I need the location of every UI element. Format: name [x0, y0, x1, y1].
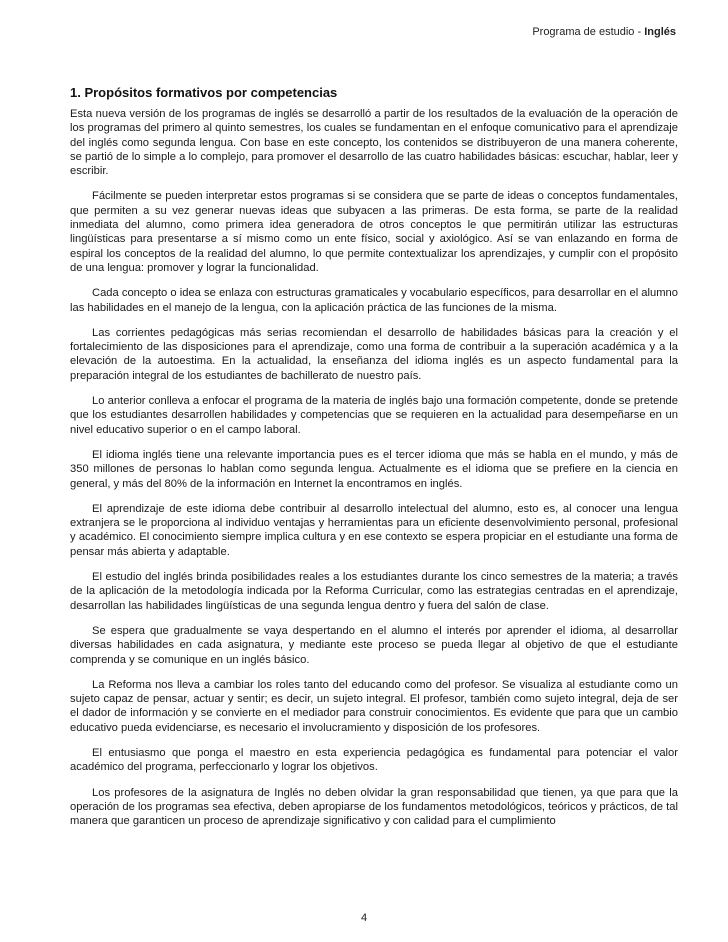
paragraph: El estudio del inglés brinda posibilidades reales a los estudiantes durante los cinco semestres de la materia; a través de la aplicación de la metodología indicada por la Reforma Curricular, como las estrategias centradas en el aprendizaje, desarrollan las habilidades lingüísticas de una segunda lengua dentro y fuera del salón de clase. — [70, 571, 678, 612]
paragraph: Las corrientes pedagógicas más serias recomiendan el desarrollo de habilidades básicas para la creación y el fortalecimiento de las disposiciones para el aprendizaje, como una forma de contribuir a la superación académica y a la elevación de la autoestima. En la actualidad, la enseñanza del idioma inglés es un aspecto fundamental para la preparación integral de los estudiantes de bachillerato de nuestro país. — [70, 326, 678, 382]
header-subject: Inglés — [644, 26, 676, 38]
paragraph: Fácilmente se pueden interpretar estos programas si se considera que se parte de ideas o conceptos fundamentales, que permiten a su vez generar nuevas ideas que subyacen a las primeras. De esta forma, se parte de la realidad inmediata del alumno, como primera idea generadora de otros conceptos le que permitirán utilizar las estructuras lingüísticas para presentarse a sí mismo como un ente físico, social y axiológico. Así se van enlazando en forma de espiral los conceptos de la realidad del alumno, lo que permite contextualizar los aprendizajes, y cumplir con el propósito de una lengua: promover y lograr la funcionalidad. — [70, 190, 678, 274]
page-content — [70, 84, 678, 839]
paragraph: El entusiasmo que ponga el maestro en esta experiencia pedagógica es fundamental para potenciar el valor académico del programa, perfeccionarlo y lograr los objetivos. — [70, 746, 678, 774]
paragraph: Esta nueva versión de los programas de inglés se desarrolló a partir de los resultados de la evaluación de la operación de los programas del primero al quinto semestres, los cuales se fundamentan en el enfoque comunicativo para el aprendizaje del inglés como segunda lengua. Con base en este concepto, los contenidos se distribuyeron de una manera coherente, se partió de lo simple a lo complejo, para promover el desarrollo de las cuatro habilidades básicas: escuchar, hablar, leer y escribir. — [70, 108, 678, 178]
paragraph: Se espera que gradualmente se vaya despertando en el alumno el interés por aprender el idioma, al desarrollar diversas habilidades en cada asignatura, y mediante este proceso se pueda llegar al objetivo de que el estudiante comprenda y se comunique en un inglés básico. — [70, 624, 678, 666]
section-title: 1. Propósitos formativos por competencias — [70, 85, 338, 100]
paragraph: Cada concepto o idea se enlaza con estructuras gramaticales y vocabulario específicos, para desarrollar en el alumno las habilidades en el manejo de la lengua, con la aplicación práctica de las funciones de la misma. — [70, 287, 678, 314]
header-prefix: Programa de estudio - — [532, 26, 645, 38]
paragraph: La Reforma nos lleva a cambiar los roles tanto del educando como del profesor. Se visualiza al estudiante como un sujeto capaz de pensar, actuar y sentir; es decir, un sujeto integral. El profesor, también como sujeto integral, deja de ser el dador de información y se convierte en el mediador para construir conocimientos. Es evidente que para que un cambio educativo pueda evidenciarse, es necesario el involucramiento y disposición de los profesores. — [70, 678, 678, 734]
paragraph: Lo anterior conlleva a enfocar el programa de la materia de inglés bajo una formación competente, donde se pretende que los estudiantes desarrollen habilidades y competencias que se requieren en la actualidad para desempeñarse en un nivel educativo superior o en el campo laboral. — [70, 395, 678, 436]
paragraph: El idioma inglés tiene una relevante importancia pues es el tercer idioma que más se habla en el mundo, y más de 350 millones de personas lo hablan como segunda lengua. Actualmente es el idioma que se prefiere en la ciencia en general, y más del 80% de la información en Internet la encontramos en inglés. — [70, 448, 678, 490]
running-header — [532, 26, 676, 38]
paragraph: Los profesores de la asignatura de Inglés no deben olvidar la gran responsabilidad que tienen, ya que para que la operación de los programas sea efectiva, deben apropiarse de los fundamentos metodológicos, teóricos y prácticos, de tal manera que garanticen un proceso de aprendizaje significativo y con calidad para el cumplimiento — [70, 786, 678, 828]
page-number: 4 — [360, 912, 368, 924]
paragraph: El aprendizaje de este idioma debe contribuir al desarrollo intelectual del alumno, esto es, al conocer una lengua extranjera se le proporciona al individuo ventajas y herramientas para un eficiente desenvolvimiento personal, profesional y académico. El conocimiento siempre implica cultura y en ese contexto se espera propiciar en el estudiante una forma de pensar más abierta y adaptable. — [70, 502, 678, 558]
